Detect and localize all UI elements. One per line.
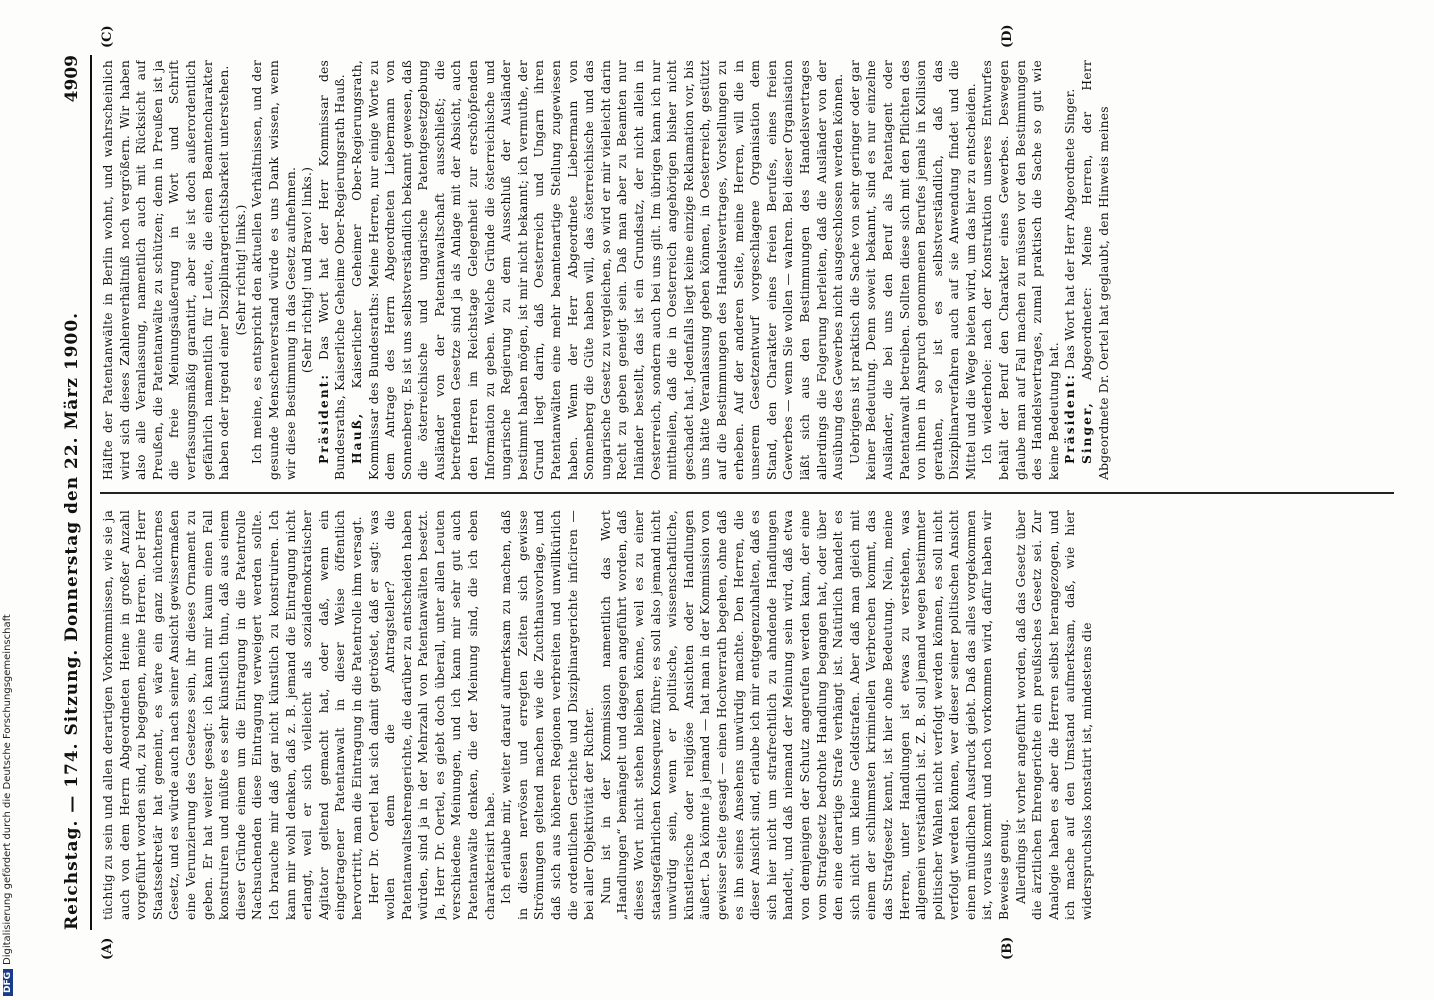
speech-text: Das Wort hat der Herr Kommissar des Bundesraths, Kaiserliche Geheime Ober-Regierungsrath Hauß. — [316, 60, 348, 480]
paragraph: Nun ist in der Kommission namentlich das Wort „Handlungen“ bemängelt und dagegen angeführt worden, daß dieses Wort nicht stehen bleiben könne, weil es zu einer staatsgefährlichen Konsequenz führe; es soll also jemand nicht unwürdig sein, wenn er politische, wissenschaftliche, künstlerische oder religiöse Ansichten oder Handlungen äußert. Da könnte ja jemand — hat man in der Kommission von gewisser Seite gesagt — einen Hochverrath begehen, ohne daß es ihn seines Ansehens unwürdig machte. Den Herren, die dieser Ansicht sind, erlaube ich mir entgegenzuhalten, daß es sich hier nicht um strafrechtlich zu ahndende Handlungen handelt, und daß niemand der Meinung sein wird, daß etwa von demjenigen der Schutz angerufen werden kann, der eine vom Strafgesetz bedrohte Handlung begangen hat, oder über den eine derartige Strafe verhängt ist. Natürlich handelt es sich nicht um kleine Geldstrafen. Aber daß man gleich mit einem der schlimmsten kriminellen Verbrechen kommt, das das Strafgesetz kennt, ist hier ohne Bedeutung. Nein, meine Herren, unter Handlungen ist etwas zu verstehen, was allgemein verständlich ist. Z. B. soll jemand wegen bestimmter politischer Wahlen nicht verfolgt werden können, es soll nicht verfolgt werden können, wer dieser seiner politischen Ansicht einen mündlichen Ausdruck giebt. Daß das alles vorgekommen ist, voraus kommt und noch vorkommen wird, dafür haben wir Beweise genug. — [598, 510, 1012, 920]
margin-marker-c: (C) — [100, 25, 115, 48]
left-column — [100, 510, 1394, 920]
margin-marker-b: (B) — [1000, 936, 1015, 960]
speaker-label-singer: Singer, — [1079, 401, 1095, 464]
dfg-logo-icon: DFG — [3, 969, 13, 996]
header-title: Reichstag. — 174. Sitzung. Donnerstag den 22. März 1900. — [62, 311, 82, 930]
page-number: 4909 — [62, 55, 82, 103]
speech-text: Das Wort hat der Herr Abgeordnete Singer. — [1063, 88, 1078, 370]
paragraph — [316, 60, 349, 480]
speaker-label-president: Präsident: — [315, 373, 331, 464]
paragraph: Uebrigens ist praktisch die Sache von sehr geringer oder gar keiner Bedeutung. Denn soweit bekannt, sind es nur einzelne Ausländer, die bei uns den Beruf als Patentagent oder Patentanwalt betreiben. Sollten diese sich mit den Pflichten des von ihnen in Anspruch genommenen Berufes jemals in Kollision gerathen, so ist es selbstverständlich, daß das Disziplinarverfahren auch auf sie Anwendung findet und die Mittel und die Wege bieten wird, um das hier zu entscheiden. — [847, 60, 978, 480]
paragraph: Ich meine, es entspricht den aktuellen Verhältnissen, und der gesunde Menschenverstand würde es uns Dank wissen, wenn wir diese Bestimmung in das Gesetz aufnehmen. — [250, 60, 298, 480]
interjection: (Sehr richtig! links.) — [233, 204, 248, 336]
column-divider — [100, 493, 1394, 495]
paragraph: Ich erlaube mir, weiter darauf aufmerksam zu machen, daß in diesen nervösen und erregten Zeiten sich gewisse Strömungen geltend machen wie die Zuchthausvorlage, und daß sich aus höheren Regionen verbreiten und unwillkürlich die ordentlichen Gerichte und Disziplinargerichte inficiren — bei aller Objektivität der Richter. — [499, 510, 597, 920]
paragraph: Herr Dr. Oertel hat sich damit getröstet, daß er sagt: was wollen denn die Antragsteller? die Patentanwaltsehrengerichte, die darüber zu entscheiden haben würden, sind ja in der Mehrzahl von Patentanwälten besetzt. Ja, Herr Dr. Oertel, es giebt doch überall, unter allen Leuten verschiedene Meinungen, und ich kann mir sehr gut auch Patentanwälte denken, die der Meinung sind, die ich eben charakterisirt habe. — [366, 510, 497, 920]
digitization-credit — [2, 614, 13, 996]
speaker-label-president: Präsident: — [1062, 373, 1078, 464]
paragraph: Allerdings ist vorher angeführt worden, daß das Gesetz über die ärztlichen Ehrengerichte ein preußisches Gesetz sei. Zur Analogie haben es aber die Herren selbst herangezogen, und ich mache auf den Umstand aufmerksam, daß, wie hier widerspruchslos konstatirt ist, mindestens die — [1013, 510, 1095, 920]
paragraph: Ich wiederhole: nach der Konstruktion unseres Entwurfes behält der Beruf den Charakter eines Gewerbes. Deswegen glaube man auf Fall machen zu müssen vor den Bestimmungen des Handelsvertrages, zumal praktisch die Sache so gut wie keine Bedeutung hat. — [980, 60, 1061, 480]
margin-marker-a: (A) — [100, 937, 115, 960]
paragraph — [349, 60, 847, 480]
paragraph — [1079, 60, 1112, 480]
right-column — [100, 60, 1394, 480]
speech-text: Kaiserlicher Geheimer Ober-Regierungsrath, Kommissar des Bundesraths: Meine Herren, nur einige Worte zu dem Antrage des Herrn Abgeordneten Liebermann von Sonnenberg. Es ist uns selbstverständlich bekannt gewesen, daß die österreichische und ungarische Patentgesetzgebung Ausländer von der Patentanwaltschaft ausschließt; die betreffenden Gesetze sind ja als Anlage mit der Absicht, auch den Herren im Reichstage Gelegenheit zur erschöpfenden Information zu geben. Welche Gründe die österreichische und ungarische Regierung zu dem Ausschluß der Ausländer bestimmt haben mögen, ist mir nicht bekannt; ich vermuthe, der Grund liegt darin, daß Oesterreich und Ungarn ihren Patentanwälten eine mehr beamtenartige Stellung zugewiesen haben. Wenn der Herr Abgeordnete Liebermann von Sonnenberg die Güte haben will, das österreichische und das ungarische Gesetz zu vergleichen, so wird er mir vielleicht darin Recht zu geben geneigt sein. Daß man aber zu Beamten nur Inländer bestellt, das ist ein Grundsatz, der nicht allein in Oesterreich, sondern auch bei uns gilt. Im übrigen kann ich nur mittheilen, daß die in Oesterreich angehörigen bisher nicht geschadet hat. Jedenfalls liegt keine einzige Reklamation vor, bis uns hätte Veranlassung geben können, in Oesterreich, gestützt auf die Bestimmungen des Handelsvertrages, Vorstellungen zu erheben. Auf der anderen Seite, meine Herren, will die in unserem Gesetzentwurf vorgeschlagene Organisation dem Stand, den Charakter eines freien Berufes, eines freien Gewerbes — wenn Sie wollen — wahren. Bei dieser Organisation läßt sich aus den Bestimmungen des Handelsvertrages allerdings die Folgerung herleiten, daß die Ausländer von der Ausübung des Gewerbes nicht ausgeschlossen werden können. — [349, 60, 846, 480]
paragraph: tüchtig zu sein und allen derartigen Vorkommnissen, wie sie ja auch von dem Herrn Abgeordneten Heine in großer Anzahl vorgeführt worden sind, zu begegnen, meine Herren. Der Herr Staatssekretär hat gemeint, es wäre ein ganz nüchternes Gesetz, und es würde auch nach seiner Ansicht gewissermaßen eine Verunzierung des Gesetzes sein, ihr dieses Ornament zu geben. Er hat weiter gesagt: ich kann mir kaum einen Fall konstruiren und müßte es sehr künstlich thun, daß aus einem dieser Gründe einem um die Eintragung in die Patentrolle Nachsuchenden diese Eintragung verweigert werden sollte. Ich brauche mir daß gar nicht künstlich zu konstruiren. Ich kann mir wohl denken, daß z. B. jemand die Eintragung nicht erlangt, weil er sich vielleicht als sozialdemokratischer Agitator geltend gemacht hat, oder daß, wenn ein eingetragener Patentanwalt in dieser Weise öffentlich hervortritt, man die Eintragung in die Patentrolle ihm versagt. — [101, 510, 364, 920]
interjection: (Sehr richtig! und Bravo! links.) — [300, 166, 315, 374]
page-header — [58, 55, 92, 930]
speech-text: Abgeordneter: Meine Herren, der Herr Abgeordnete Dr. Oertel hat geglaubt, den Hinweis meines — [1080, 60, 1111, 480]
paragraph: Hälfte der Patentanwälte in Berlin wohnt, und wahrscheinlich wird sich dieses Zahlenverhältniß noch vergrößern. Wir haben also alle Veranlassung, namentlich auch mit Rücksicht auf Preußen, die Patentanwälte zu schützen; denn in Preußen ist ja die freie Meinungsäußerung in Wort und Schrift verfassungsmäßig garantirt, aber sie ist doch außerordentlich gefährlich namentlich für Leute, die einen Beamtencharakter haben oder irgend einer Disziplinargerichtsbarkeit unterstehen. — [101, 60, 232, 480]
paragraph — [1062, 60, 1079, 480]
speaker-label-hauss: Hauß, — [348, 411, 364, 464]
margin-marker-d: (D) — [1000, 24, 1015, 48]
credit-text: Digitalisierung gefördert durch die Deutsche Forschungsgemeinschaft — [2, 614, 13, 965]
